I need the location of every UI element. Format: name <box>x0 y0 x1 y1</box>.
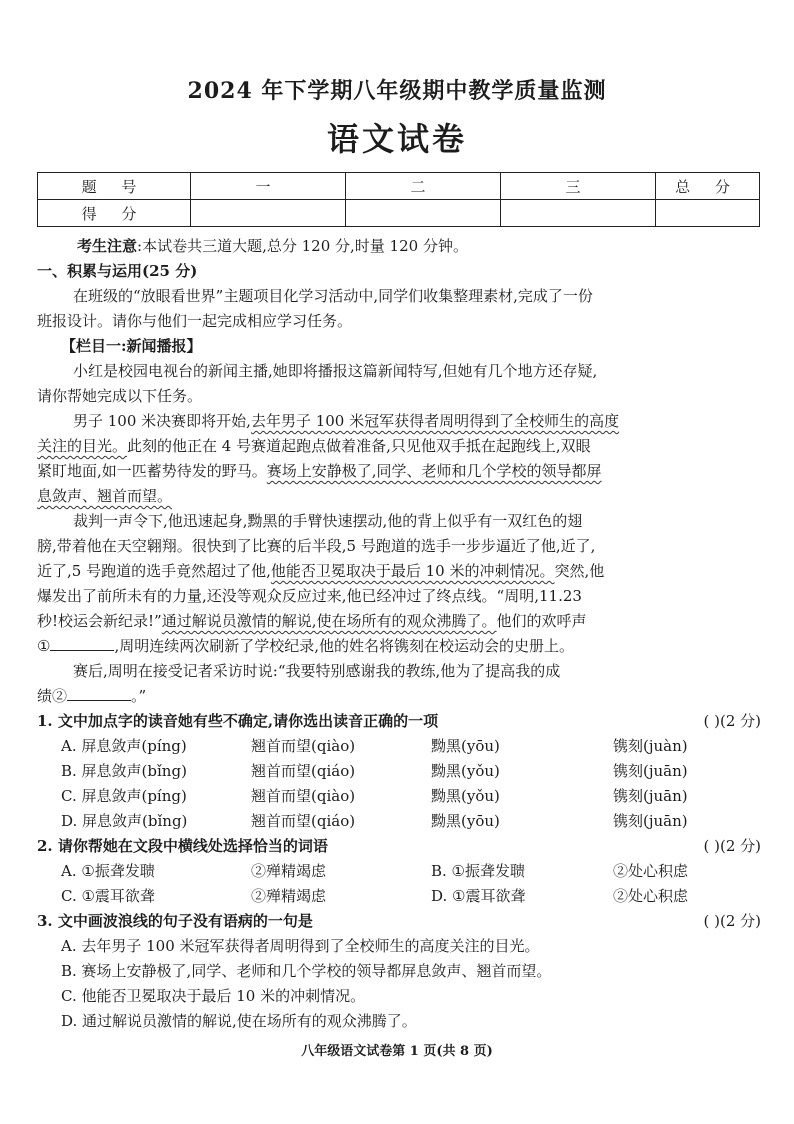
wavy-sentence-2-cont: 息敛声、翘首而望。 <box>37 487 173 505</box>
answer-blank-1[interactable] <box>50 636 114 651</box>
option-cell: ②处心积虑 <box>613 862 689 880</box>
score-cell-part1 <box>191 200 346 227</box>
passage-line11: 赛后,周明在接受记者采访时说:“我要特别感谢我的教练,他为了提高我的成 <box>73 662 561 680</box>
blank-marker-2: 绩② <box>37 687 68 705</box>
section1-intro-line1: 在班级的“放眼看世界”主题项目化学习活动中,同学们收集整理素材,完成了一份 <box>73 287 593 305</box>
question-2-answer-box[interactable]: ( )(2 分) <box>703 837 761 855</box>
wavy-sentence-2: 赛场上安静极了,同学、老师和几个学校的领导都屏 <box>266 462 602 480</box>
score-row-label: 得 分 <box>38 200 191 227</box>
question-3-text: 3. 文中画波浪线的句子没有语病的一句是 <box>37 912 313 930</box>
option-cell: A. ①振聋发聩 <box>61 862 155 880</box>
passage-line8: 爆发出了前所未有的力量,还没等观众反应过来,他已经冲过了终点线。“周明,11.23 <box>37 587 582 605</box>
question-1-stem <box>37 711 761 731</box>
option-cell: D. ①震耳欲聋 <box>431 887 526 905</box>
passage-line5: 裁判一声令下,他迅速起身,黝黑的手臂快速摆动,他的背上似乎有一双红色的翅 <box>73 512 583 530</box>
column-heading: 【栏目一:新闻播报】 <box>61 337 202 355</box>
question-3-option-c[interactable]: C. 他能否卫冕取决于最后 10 米的冲刺情况。 <box>61 987 366 1005</box>
passage-line10 <box>37 636 761 656</box>
score-table-score-row <box>38 200 760 227</box>
score-header-part3: 三 <box>501 173 656 200</box>
blank-marker-1: ① <box>37 637 51 655</box>
task-line1: 小红是校园电视台的新闻主播,她即将播报这篇新闻特写,但她有几个地方还存疑, <box>73 362 598 380</box>
question-2-text: 2. 请你帮她在文段中横线处选择恰当的词语 <box>37 837 328 855</box>
notice-text: :本试卷共三道大题,总分 120 分,时量 120 分钟。 <box>137 237 468 255</box>
passage-line2 <box>37 436 761 456</box>
wavy-sentence-4: 通过解说员激情的解说,使在场所有的观众沸腾了。 <box>161 612 497 630</box>
score-header-label: 题 号 <box>38 173 191 200</box>
option-cell: 镌刻(juān) <box>613 762 688 780</box>
passage-line12 <box>37 686 761 706</box>
question-3-answer-box[interactable]: ( )(2 分) <box>703 912 761 930</box>
option-cell: 翘首而望(qiào) <box>251 787 356 805</box>
passage-line1 <box>73 411 761 431</box>
candidate-notice <box>77 236 765 256</box>
passage-text: 突然,他 <box>554 562 605 580</box>
question-3-option-d[interactable]: D. 通过解说员激情的解说,使在场所有的观众沸腾了。 <box>61 1012 417 1030</box>
question-1-text: 1. 文中加点字的读音她有些不确定,请你选出读音正确的一项 <box>37 712 439 730</box>
score-cell-part2 <box>346 200 501 227</box>
answer-blank-2[interactable] <box>67 686 131 701</box>
passage-line6: 膀,带着他在天空翱翔。很快到了比赛的后半段,5 号跑道的选手一步步逼近了他,近了, <box>37 537 596 555</box>
task-line2: 请你帮她完成以下任务。 <box>37 387 203 405</box>
passage-text: ,周明连续两次刷新了学校纪录,他的姓名将镌刻在校运动会的史册上。 <box>114 637 574 655</box>
passage-text: 秒!校运会新纪录!” <box>37 612 162 630</box>
option-cell: D. 屏息敛声(bǐng) <box>61 812 188 830</box>
option-cell: B. 屏息敛声(bǐng) <box>61 762 187 780</box>
wavy-sentence-1: 去年男子 100 米冠军获得者周明得到了全校师生的高度 <box>250 412 620 430</box>
option-cell: A. 屏息敛声(píng) <box>61 737 187 755</box>
option-cell: 镌刻(juàn) <box>613 737 688 755</box>
wavy-sentence-3: 他能否卫冕取决于最后 10 米的冲刺情况。 <box>270 562 555 580</box>
score-table <box>37 172 760 227</box>
paper-title: 语文试卷 <box>326 120 467 158</box>
passage-text: 近了,5 号跑道的选手竟然超过了他, <box>37 562 271 580</box>
option-cell: 黝黑(yōu) <box>431 737 500 755</box>
option-cell: ②殚精竭虑 <box>251 862 327 880</box>
option-cell: 黝黑(yǒu) <box>431 787 500 805</box>
option-cell: ②处心积虑 <box>613 887 689 905</box>
page-footer: 八年级语文试卷第 1 页(共 8 页) <box>301 1044 493 1059</box>
score-header-part1: 一 <box>191 173 346 200</box>
option-cell: C. 屏息敛声(píng) <box>61 787 187 805</box>
option-cell: 翘首而望(qiào) <box>251 737 356 755</box>
question-3-option-b[interactable]: B. 赛场上安静极了,同学、老师和几个学校的领导都屏息敛声、翘首而望。 <box>61 962 552 980</box>
passage-text: 紧盯地面,如一匹蓄势待发的野马。 <box>37 462 267 480</box>
section1-heading: 一、积累与运用(25 分) <box>37 262 198 280</box>
question-2-stem <box>37 836 761 856</box>
exam-title: 2024 年下学期八年级期中教学质量监测 <box>187 78 607 104</box>
option-cell: B. ①振聋发聩 <box>431 862 526 880</box>
question-3-option-a[interactable]: A. 去年男子 100 米冠军获得者周明得到了全校师生的高度关注的目光。 <box>61 937 540 955</box>
passage-text: 男子 100 米决赛即将开始, <box>73 412 251 430</box>
passage-line4 <box>37 486 761 506</box>
option-cell: 翘首而望(qiáo) <box>251 812 356 830</box>
question-3-stem <box>37 911 761 931</box>
option-cell: ②殚精竭虑 <box>251 887 327 905</box>
wavy-sentence-1-cont: 关注的目光。 <box>37 437 128 455</box>
notice-label: 考生注意 <box>77 237 138 255</box>
score-cell-part3 <box>501 200 656 227</box>
option-cell: C. ①震耳欲聋 <box>61 887 155 905</box>
passage-text: 此刻的他正在 4 号赛道起跑点做着准备,只见他双手抵在起跑线上,双眼 <box>127 437 591 455</box>
score-header-part2: 二 <box>346 173 501 200</box>
passage-line7 <box>37 561 761 581</box>
section1-intro-line2: 班报设计。请你与他们一起完成相应学习任务。 <box>37 312 353 330</box>
score-header-total: 总 分 <box>656 173 760 200</box>
score-table-header-row <box>38 173 760 200</box>
passage-line9 <box>37 611 761 631</box>
score-cell-total <box>656 200 760 227</box>
option-cell: 镌刻(juān) <box>613 787 688 805</box>
option-cell: 镌刻(juān) <box>613 812 688 830</box>
passage-line3 <box>37 461 761 481</box>
passage-text: 。” <box>131 687 147 705</box>
option-cell: 翘首而望(qiáo) <box>251 762 356 780</box>
question-1-answer-box[interactable]: ( )(2 分) <box>703 712 761 730</box>
option-cell: 黝黑(yōu) <box>431 812 500 830</box>
passage-text: 他们的欢呼声 <box>496 612 587 630</box>
option-cell: 黝黑(yǒu) <box>431 762 500 780</box>
